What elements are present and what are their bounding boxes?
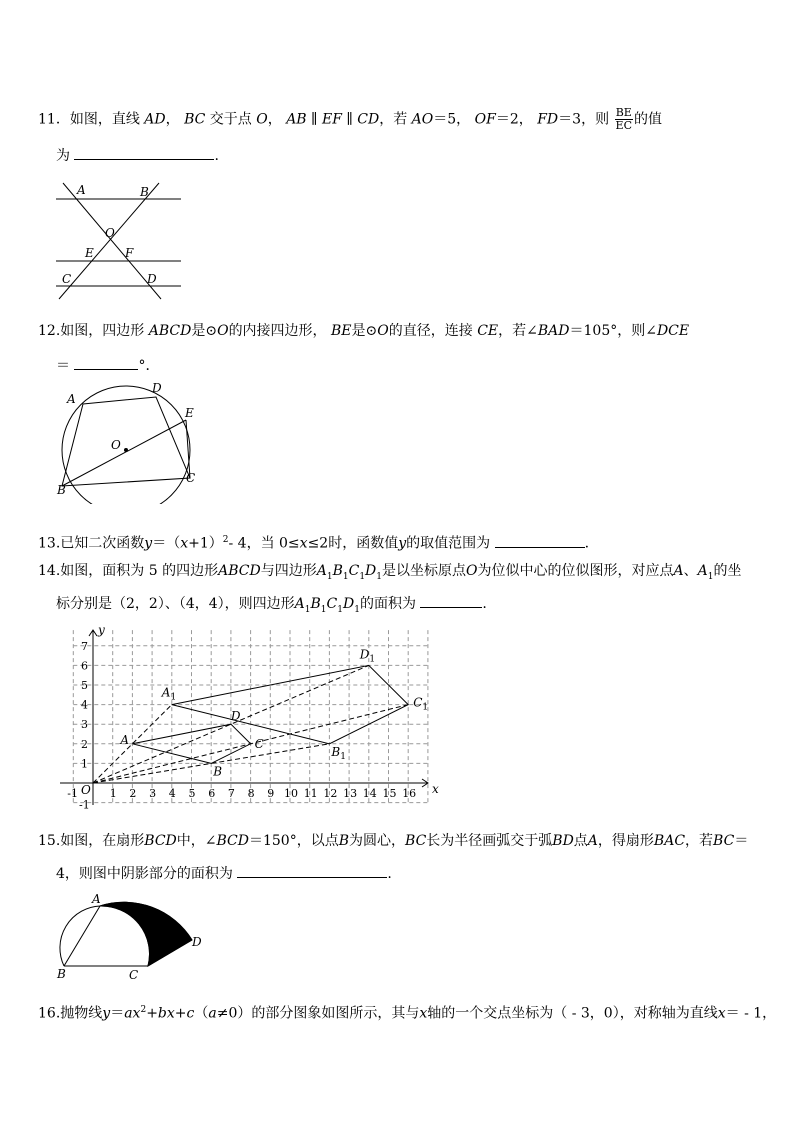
label-D: D — [147, 272, 157, 286]
q13-line1: 13.已知二次函数$y=(x+1)^2-$ 4，当 0≤x≤2时，函数值y的取值范围为 . — [38, 531, 589, 553]
center-dot — [124, 448, 128, 452]
x-tick-label: 1 — [109, 787, 117, 800]
x-tick-label: 14 — [362, 787, 377, 800]
shaded-region — [100, 902, 192, 966]
q15-figure — [52, 890, 212, 982]
x-tick-label: 12 — [323, 787, 338, 800]
point-label-d: D — [230, 709, 241, 724]
label-E: E — [85, 246, 94, 260]
x-tick-label: 7 — [227, 787, 235, 800]
y-tick-label: 4 — [81, 698, 88, 712]
label-A: A — [77, 183, 86, 197]
label-A: A — [92, 892, 101, 906]
label-E: E — [185, 406, 194, 420]
x-tick-label: -1 — [67, 787, 79, 800]
label-D: D — [192, 935, 202, 949]
point-label-c1: $C_1$ — [413, 695, 429, 713]
q11-line2: 为 . — [56, 145, 219, 165]
x-tick-label: 5 — [188, 787, 196, 800]
label-B: B — [57, 483, 66, 497]
x-tick-label: 16 — [402, 787, 417, 800]
label-B: B — [140, 185, 149, 199]
x-tick-label: 15 — [382, 787, 397, 800]
answer-blank-11[interactable] — [74, 145, 214, 160]
label-A: A — [67, 392, 76, 406]
y-tick-label: 2 — [81, 737, 88, 751]
fraction-be-ec: $\frac{BE}{EC}$ — [615, 106, 632, 132]
x-tick-label: 6 — [208, 787, 216, 800]
point-label-a1: $A_1$ — [161, 685, 177, 703]
label-O: O — [111, 438, 121, 452]
x-tick-label: 2 — [129, 787, 137, 800]
q11-line1: 11．如图，直线 AD， BC 交于点 O， AB ∥ EF ∥ CD，若 AO＝5， OF＝2， FD＝3，则 $\frac{BE}{EC}$ 的值 — [38, 106, 662, 132]
q14-line1: 14.如图，面积为 5 的四边形ABCD与四边形$A_1B_1C_1D_1$是以坐标原点O为位似中心的位似图形，对应点A、$A_1$的坐 — [38, 563, 742, 582]
x-tick-label: 13 — [343, 787, 358, 800]
label-D: D — [152, 381, 162, 395]
q15-line1: 15.如图，在扇形BCD中，∠BCD＝150°，以点B为圆心，BC长为半径画弧交于弧BD点A，得扇形BAC，若BC＝ — [38, 833, 749, 849]
answer-blank-15[interactable] — [237, 863, 387, 878]
q16-line1: 16.抛物线$y=ax^2+bx+c(a\ne 0)$的部分图象如图所示，其与x轴的一个交点坐标为（ - 3，0），对称轴为直线x＝ - 1， — [38, 1005, 777, 1022]
x-tick-label: 8 — [247, 787, 255, 800]
y-tick-label: 6 — [81, 659, 88, 673]
circle-o — [62, 386, 190, 504]
q12-line1: 12.如图，四边形 ABCD是⊙O的内接四边形， BE是⊙O的直径，连接 CE，若∠BAD＝105°，则∠DCE — [38, 323, 690, 339]
q14-coordinate-graph — [60, 622, 440, 812]
point-label-d1: $D_1$ — [359, 647, 376, 665]
q11-figure — [50, 178, 190, 308]
y-tick-label: 5 — [81, 679, 88, 692]
answer-blank-12[interactable] — [74, 355, 138, 370]
segment-ba — [64, 906, 100, 966]
label-C: C — [62, 272, 72, 286]
y-tick-label: 3 — [81, 718, 88, 732]
point-label-c: C — [254, 736, 264, 751]
diameter-be — [62, 420, 186, 486]
q15-line2: 4，则图中阴影部分的面积为 . — [56, 863, 392, 883]
y-tick-label-neg: -1 — [79, 798, 90, 812]
x-tick-label: 10 — [284, 787, 298, 800]
line-bc — [59, 183, 159, 299]
y-tick-label: 7 — [81, 639, 88, 653]
x-tick-label: 3 — [149, 787, 157, 800]
answer-blank-13[interactable] — [495, 533, 585, 548]
arc-ba-outer — [60, 906, 100, 966]
x-axis-label: x — [432, 782, 439, 796]
label-F: F — [125, 246, 134, 260]
q12-line2: ＝ °． — [56, 355, 159, 375]
label-C: C — [186, 471, 196, 485]
quadrilateral-abcd — [62, 397, 190, 486]
origin-label: O — [81, 783, 91, 797]
x-tick-label: 9 — [267, 787, 275, 800]
y-tick-label: 1 — [81, 757, 88, 771]
point-label-b: B — [213, 764, 223, 779]
answer-blank-14[interactable] — [420, 593, 482, 608]
label-O: O — [105, 226, 115, 240]
q14-line2: 标分别是（2，2）、（4，4），则四边形$A_1B_1C_1D_1$的面积为 . — [56, 593, 487, 619]
point-label-a: A — [120, 732, 130, 747]
point-label-b1: $B_1$ — [331, 744, 346, 762]
y-axis-label: y — [98, 623, 105, 637]
label-B: B — [57, 967, 66, 981]
x-tick-label: 11 — [303, 787, 318, 800]
label-C: C — [129, 968, 139, 982]
q12-figure — [50, 378, 210, 504]
x-tick-label: 4 — [168, 787, 176, 800]
